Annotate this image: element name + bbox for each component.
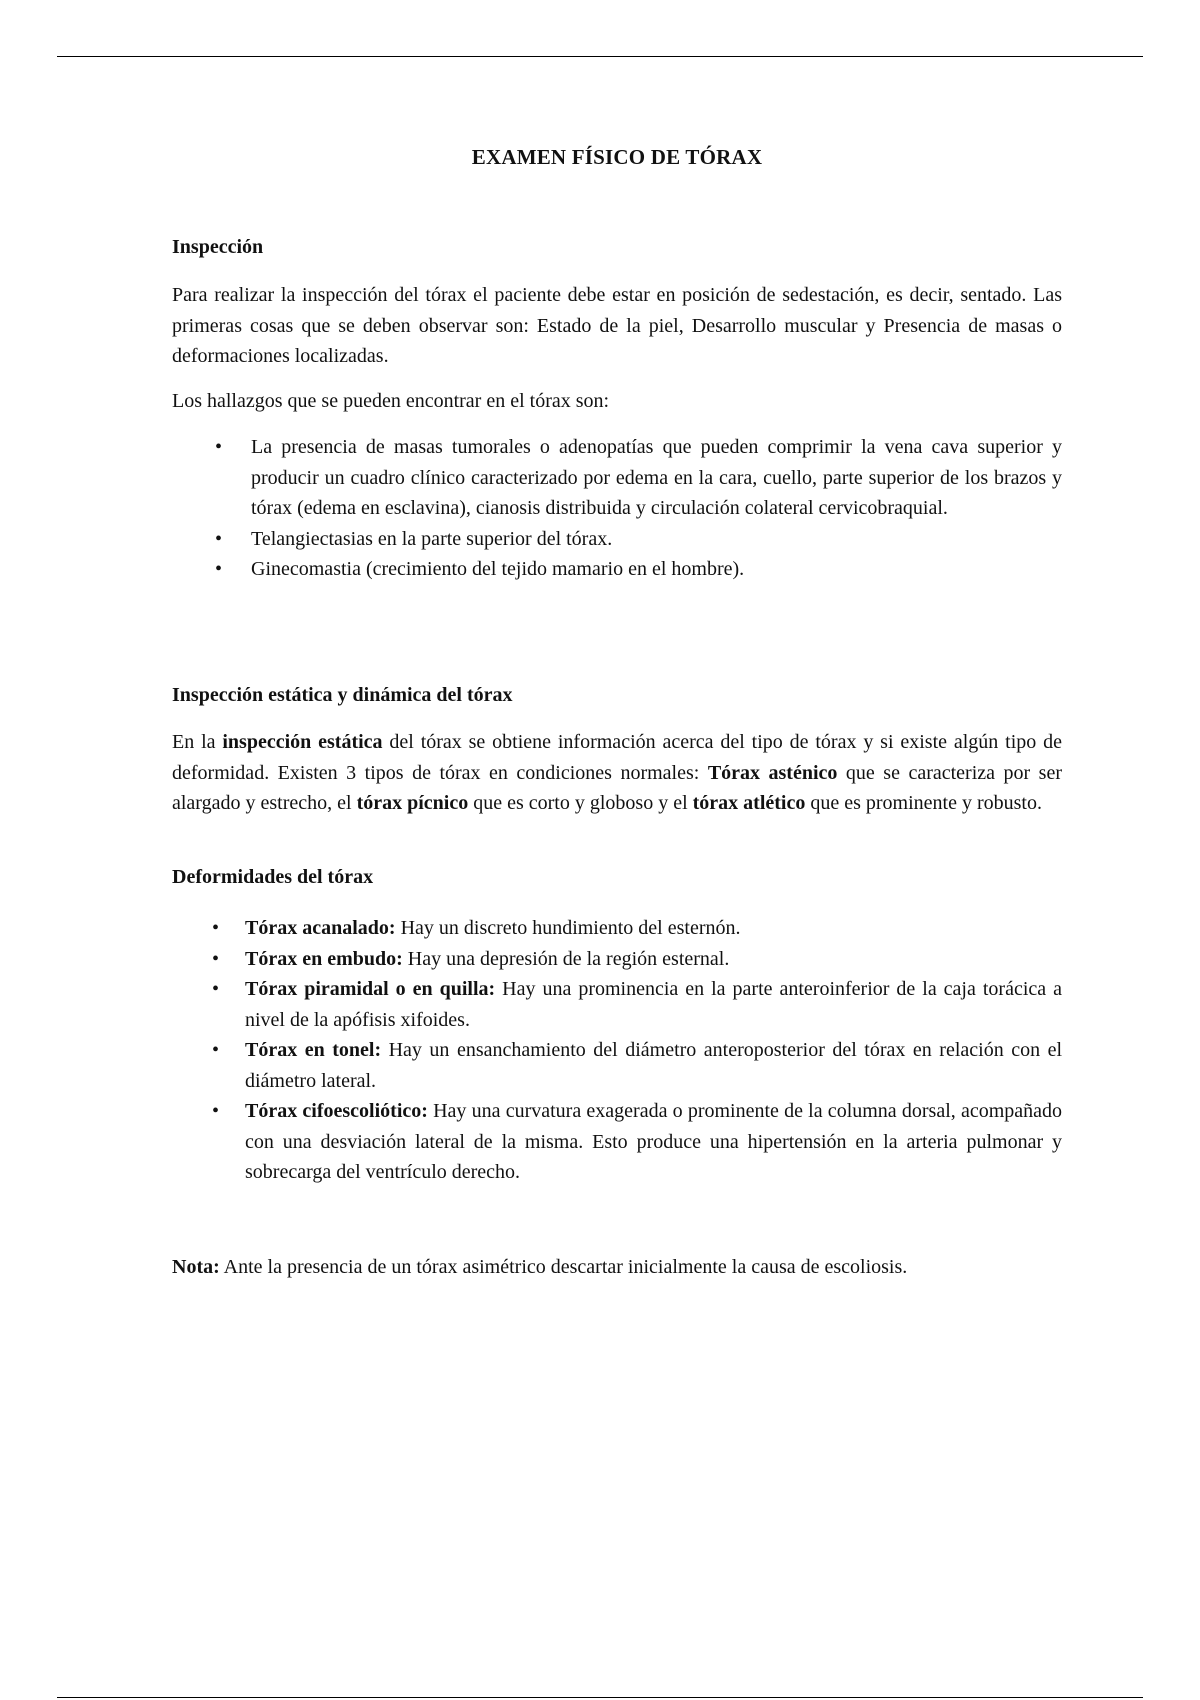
list-item-text: Telangiectasias en la parte superior del tórax. (251, 527, 613, 550)
bold-term: Tórax asténico (707, 761, 838, 784)
deformity-description: Hay un ensanchamiento del diámetro anteroposterior del tórax en relación con el diámetro lateral. (245, 1039, 1063, 1092)
list-item-text: Ginecomastia (crecimiento del tejido mamario en el hombre). (251, 558, 745, 580)
deformity-term: Tórax en embudo: (245, 947, 403, 970)
top-rule (57, 56, 1143, 57)
text-run: del tórax se obtiene información acerca del tipo de tórax y si existe algún tipo de deformidad. Existen 3 tipos de tórax en condiciones normales: (172, 731, 1063, 784)
note-text: Ante la presencia de un tórax asimétrico descartar inicialmente la causa de escoliosis. (219, 1256, 908, 1278)
heading-deformidades: Deformidades del tórax (172, 866, 374, 888)
bold-term: tórax atlético (692, 792, 806, 814)
deformity-description: Hay un discreto hundimiento del esternón. (395, 917, 741, 939)
bullet-icon: • (215, 436, 223, 458)
bullet-icon: • (212, 1100, 220, 1122)
heading-inspeccion-estatica: Inspección estática y dinámica del tórax (172, 684, 513, 706)
deformity-term: Tórax piramidal o en quilla: (245, 978, 496, 1000)
deformity-term: Tórax acanalado: (245, 917, 396, 939)
bold-term: tórax pícnico (356, 792, 469, 814)
list-item (172, 913, 1062, 944)
bullet-icon: • (212, 1039, 220, 1061)
bullet-icon: • (212, 917, 220, 939)
document-title: EXAMEN FÍSICO DE TÓRAX (471, 145, 763, 169)
deformity-term: Tórax en tonel: (245, 1039, 382, 1061)
text-run: que es prominente y robusto. (805, 792, 1042, 814)
paragraph-inspeccion-intro: Para realizar la inspección del tórax el paciente debe estar en posición de sedestación, es decir, sentado. Las primeras cosas que se deben observar son: Estado de la piel, Desarrollo muscular y Presencia de masas o deformaciones localizadas. (172, 284, 1062, 367)
hallazgos-list (172, 432, 1062, 585)
text-run: En la (172, 731, 223, 753)
bottom-rule (57, 1697, 1143, 1698)
list-item (172, 1035, 1062, 1096)
note-paragraph (172, 1252, 1062, 1283)
bullet-icon: • (215, 558, 223, 580)
deformity-description: Hay una curvatura exagerada o prominente de la columna dorsal, acompañado con una desviación lateral de la misma. Esto produce una hipertensión en la arteria pulmonar y sobrecarga del ventrículo derecho. (245, 1100, 1063, 1183)
list-item-text: La presencia de masas tumorales o adenopatías que pueden comprimir la vena cava superior y producir un cuadro clínico caracterizado por edema en la cara, cuello, parte superior de los brazos y tórax (edema en esclavina), cianosis distribuida y circulación colateral cervicobraquial. (251, 436, 1062, 519)
bold-term: inspección estática (222, 731, 383, 753)
list-item (172, 432, 1062, 524)
list-item (172, 524, 1062, 555)
deformidades-list (172, 913, 1062, 1188)
list-item (172, 554, 1062, 585)
list-item (172, 974, 1062, 1035)
bullet-icon: • (212, 947, 220, 970)
text-run: que es corto y globoso y el (468, 792, 693, 814)
heading-inspeccion: Inspección (172, 236, 264, 258)
note-label: Nota: (172, 1256, 220, 1278)
deformity-description: Hay una depresión de la región esternal. (402, 947, 730, 970)
bullet-icon: • (212, 978, 220, 1000)
text-run: que se caracteriza por ser alargado y estrecho, el (172, 761, 1062, 814)
list-item (172, 1096, 1062, 1188)
paragraph-hallazgos: Los hallazgos que se pueden encontrar en el tórax son: (172, 390, 610, 412)
deformity-term: Tórax cifoescoliótico: (245, 1100, 428, 1122)
paragraph-inspeccion-estatica (172, 727, 1062, 819)
list-item (172, 944, 1062, 975)
bullet-icon: • (215, 527, 223, 550)
deformity-description: Hay una prominencia en la parte anteroinferior de la caja torácica a nivel de la apófisis xifoides. (245, 978, 1062, 1031)
